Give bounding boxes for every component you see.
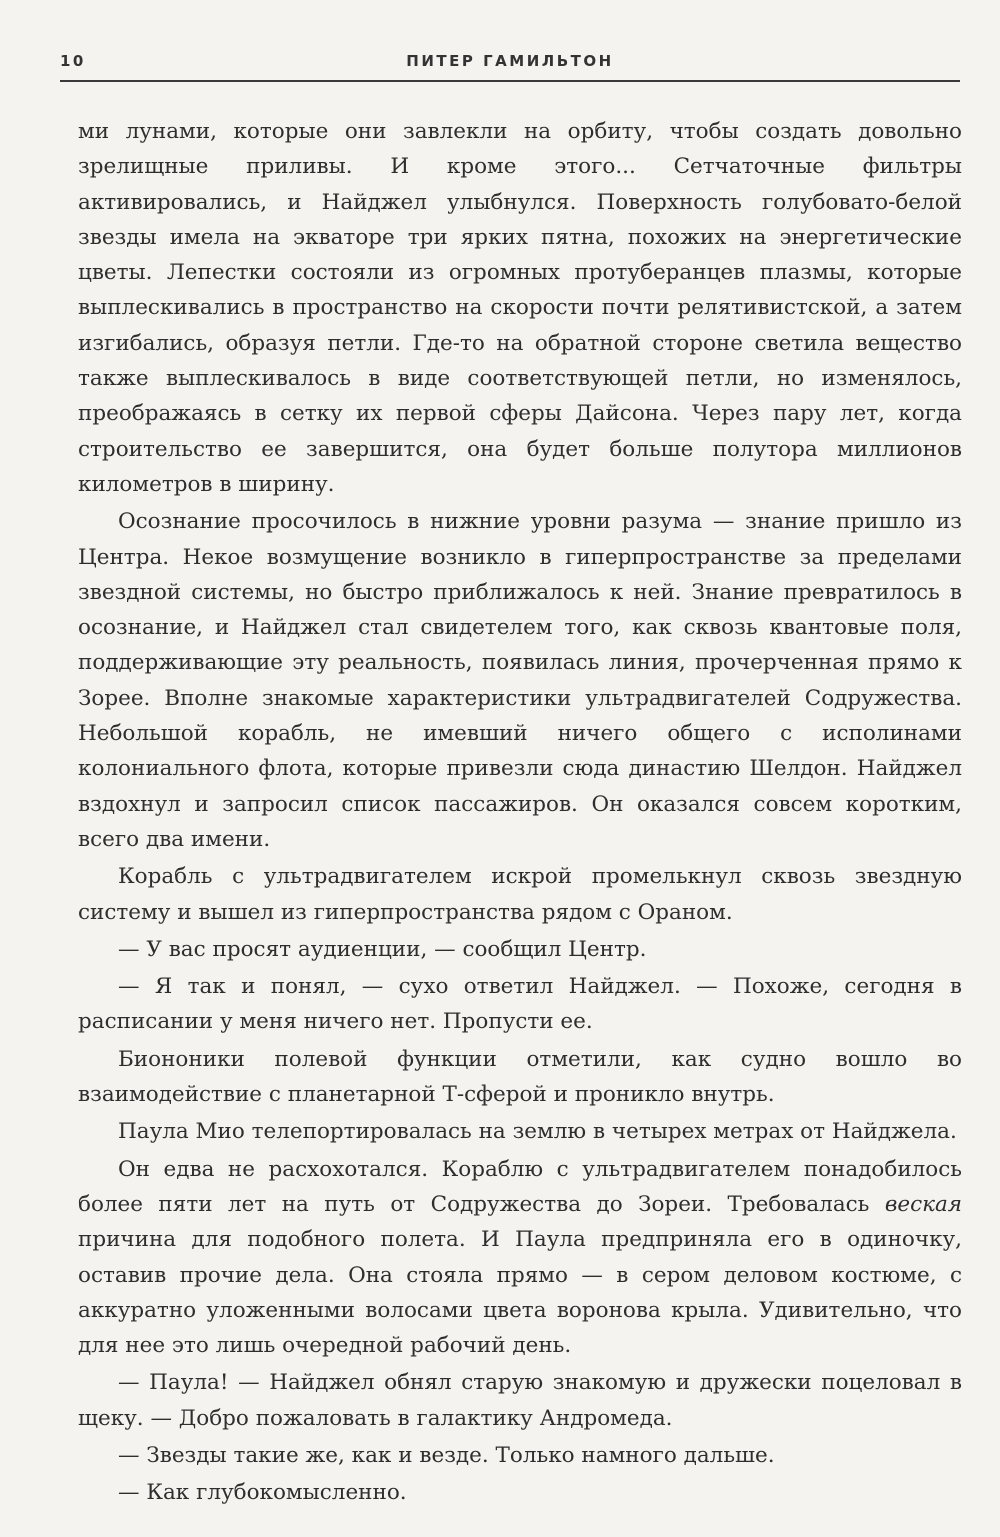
dialogue-line: — Звезды такие же, как и везде. Только намного дальше.: [118, 1442, 775, 1468]
dialogue-line: — Паула! — Найджел обнял старую знакомую и дружески поцеловал в щеку. — Добро пожаловать в галактику Андромеда.: [78, 1370, 962, 1431]
body-text: [78, 114, 962, 1513]
page-header: [60, 40, 960, 82]
page-number: 10: [60, 52, 86, 70]
paragraph: [78, 1152, 962, 1364]
paragraph: Осознание просочилось в нижние уровни разума — знание пришло из Центра. Некое возмущение возникло в гиперпространстве за пределами звездной системы, но быстро приближалось к ней. Знание превратилось в осознание, и Найджел стал свидетелем того, как сквозь квантовые поля, поддерживающие эту реальность, появилась линия, прочерченная прямо к Зорее. Вполне знакомые характеристики ультрадвигателей Содружества. Небольшой корабль, не имевший ничего общего с исполинами колониального флота, которые привезли сюда династию Шелдон. Найджел вздохнул и запросил список пассажиров. Он оказался совсем коротким, всего два имени.: [78, 509, 962, 852]
emphasized-word: веская: [884, 1191, 962, 1217]
paragraph: Биононики полевой функции отметили, как судно вошло во взаимодействие с планетарной Т-сферой и проникло внутрь.: [78, 1046, 962, 1108]
paragraph-text: причина для подобного полета. И Паула предприняла его в одиночку, оставив прочие дела. Она стояла прямо — в сером деловом костюме, с аккуратно уложенными волосами цвета воронова крыла. Удивительно, что для нее это лишь очередной рабочий день.: [78, 1227, 962, 1359]
running-head: ПИТЕР ГАМИЛЬТОН: [406, 52, 614, 70]
paragraph: Паула Мио телепортировалась на землю в четырех метрах от Найджела.: [118, 1119, 957, 1145]
paragraph: Корабль с ультрадвигателем искрой промелькнул сквозь звездную систему и вышел из гиперпространства рядом с Ораном.: [78, 864, 962, 925]
dialogue-line: — Я так и понял, — сухо ответил Найджел. — Похоже, сегодня в расписании у меня ничего нет. Пропусти ее.: [78, 974, 962, 1035]
paragraph: ми лунами, которые они завлекли на орбиту, чтобы создать довольно зрелищные приливы. И кроме этого... Сетчаточные фильтры активировались, и Найджел улыбнулся. Поверхность голубовато-белой звезды имела на экваторе три ярких пятна, похожих на энергетические цветы. Лепестки состояли из огромных протуберанцев плазмы, которые выплескивались в пространство на скорости почти релятивистской, а затем изгибались, образуя петли. Где-то на обратной стороне светила вещество также выплескивалось в виде соответствующей петли, но изменялось, преображаясь в сетку их первой сферы Дайсона. Через пару лет, когда строительство ее завершится, она будет больше полутора миллионов километров в ширину.: [78, 119, 962, 497]
dialogue-line: — Как глубокомысленно.: [118, 1480, 407, 1506]
paragraph-text: Он едва не расхохотался. Кораблю с ультрадвигателем понадобилось более пяти лет на путь от Содружества до Зореи. Требовалась: [78, 1156, 962, 1217]
dialogue-line: — У вас просят аудиенции, — сообщил Центр.: [118, 936, 647, 962]
